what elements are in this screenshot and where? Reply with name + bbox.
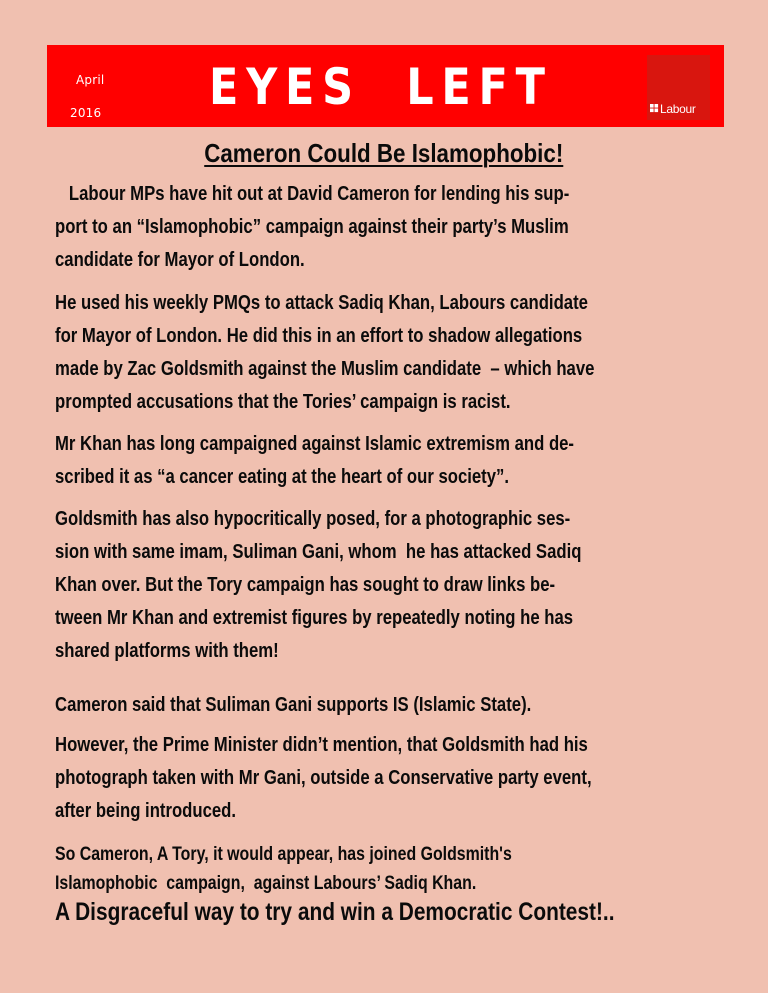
paragraph-line: candidate for Mayor of London.	[55, 248, 305, 271]
labour-logo	[647, 55, 710, 120]
paragraph-line: Labour MPs have hit out at David Cameron for lending his sup-	[55, 182, 570, 205]
paragraph-line: However, the Prime Minister didn’t mention, that Goldsmith had his	[55, 733, 588, 756]
paragraph-line: He used his weekly PMQs to attack Sadiq Khan, Labours candidate	[55, 291, 588, 314]
rose-icon	[650, 104, 659, 113]
paragraph-line: Mr Khan has long campaigned against Islamic extremism and de-	[55, 432, 575, 455]
article-headline-container	[0, 137, 768, 169]
paragraph-line: prompted accusations that the Tories’ campaign is racist.	[55, 390, 511, 413]
paragraph-line: port to an “Islamophobic” campaign against their party’s Muslim	[55, 215, 569, 238]
paragraph-line: So Cameron, A Tory, it would appear, has joined Goldsmith's	[55, 843, 512, 865]
paragraph-line: photograph taken with Mr Gani, outside a Conservative party event,	[55, 766, 592, 789]
article-headline: Cameron Could Be Islamophobic!	[204, 138, 564, 168]
paragraph-line: after being introduced.	[55, 799, 237, 822]
paragraph-line: Khan over. But the Tory campaign has sought to draw links be-	[55, 573, 556, 596]
paragraph-line: made by Zac Goldsmith against the Muslim candidate – which have	[55, 357, 595, 380]
paragraph-line: tween Mr Khan and extremist figures by repeatedly noting he has	[55, 606, 574, 629]
masthead-banner	[47, 45, 724, 127]
paragraph-line: sion with same imam, Suliman Gani, whom he has attacked Sadiq	[55, 540, 582, 563]
closing-statement: A Disgraceful way to try and win a Democratic Contest!..	[55, 898, 615, 926]
paragraph-line: Cameron said that Suliman Gani supports IS (Islamic State).	[55, 693, 532, 716]
newsletter-title: EYES LEFT	[209, 58, 553, 116]
paragraph-line: shared platforms with them!	[55, 639, 279, 662]
paragraph-line: Goldsmith has also hypocritically posed, for a photographic ses-	[55, 507, 571, 530]
issue-month: April	[76, 73, 105, 87]
issue-year: 2016	[70, 106, 102, 120]
paragraph-line: scribed it as “a cancer eating at the heart of our society”.	[55, 465, 510, 488]
logo-wordmark: Labour	[660, 102, 696, 116]
paragraph-line: for Mayor of London. He did this in an effort to shadow allegations	[55, 324, 583, 347]
paragraph-line: Islamophobic campaign, against Labours’ Sadiq Khan.	[55, 872, 477, 894]
